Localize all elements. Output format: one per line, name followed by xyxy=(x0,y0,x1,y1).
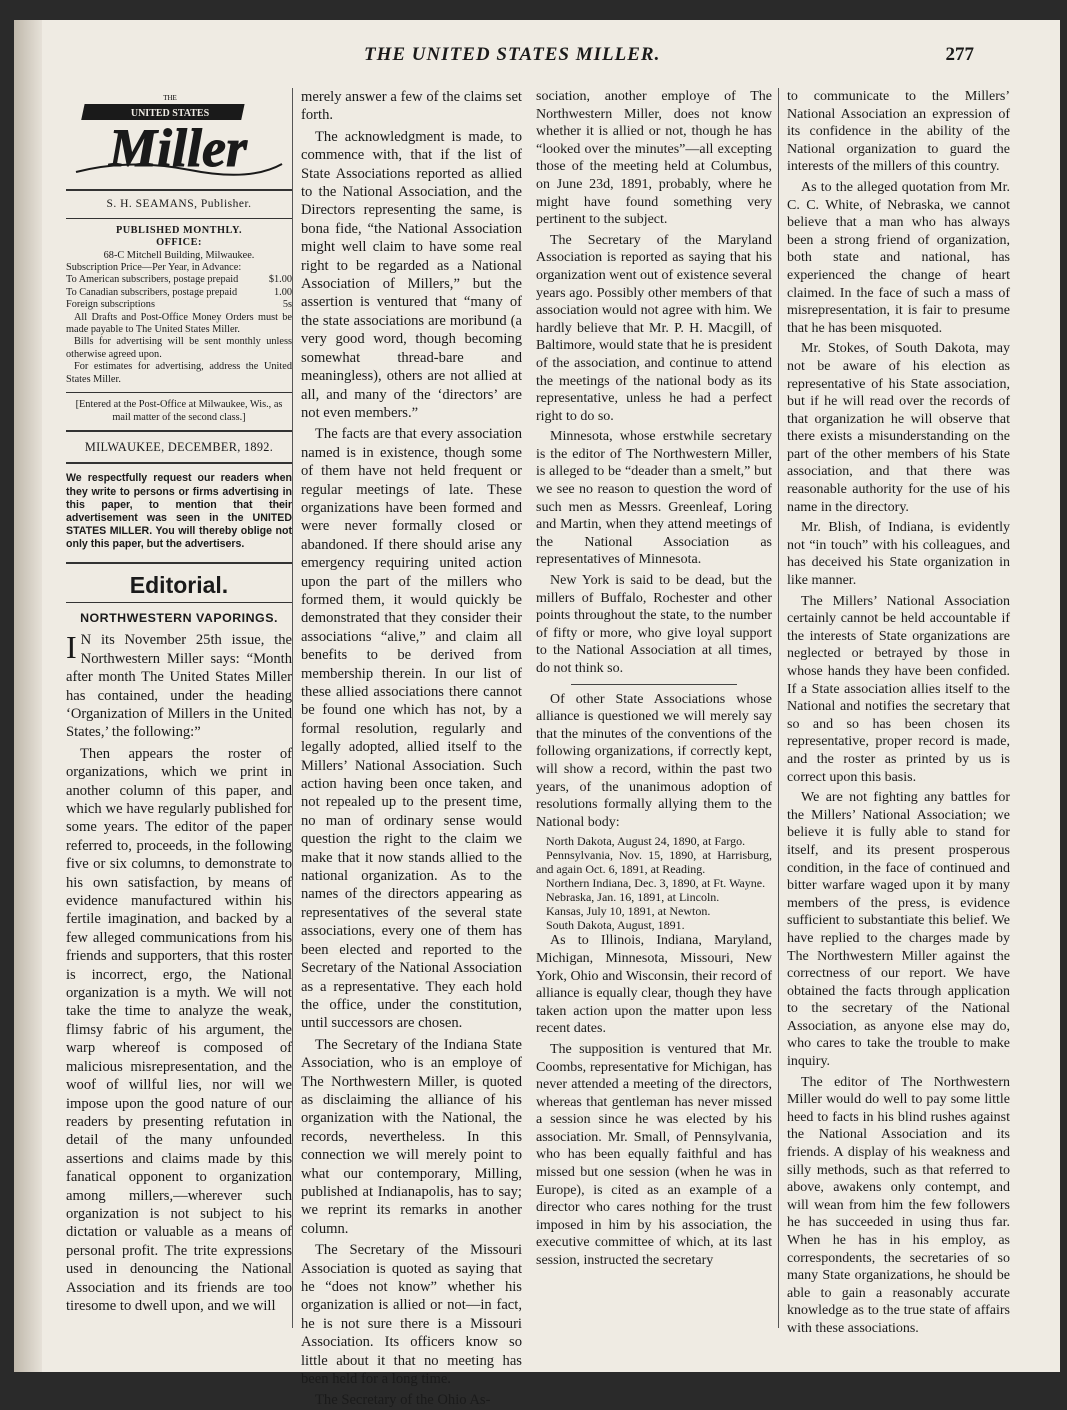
logo-the: THE xyxy=(163,94,177,102)
office-label: OFFICE: xyxy=(156,237,202,249)
logo-united-states: UNITED STATES xyxy=(130,108,210,119)
article-paragraph: As to Illinois, Indiana, Maryland, Michigan, Minnesota, Missouri, New York, Ohio and Wisconsin, their record of alliance is equally clear, though they have taken action upon the matter upon less recent dates. xyxy=(536,933,772,1037)
dateline: MILWAUKEE, DECEMBER, 1892. xyxy=(84,439,274,454)
article-paragraph: New York is said to be dead, but the millers of Buffalo, Rochester and other points throughout the state, to the number of fifty or more, who give loyal support to the National Association at all times, do not think so. xyxy=(536,573,772,676)
list-item: Kansas, July 10, 1891, at Newton. xyxy=(546,904,711,919)
published-monthly: PUBLISHED MONTHLY. xyxy=(115,224,243,236)
logo-miller: Miller xyxy=(108,118,248,178)
article-paragraph: Mr. Stokes, of South Dakota, may not be aware of his election as representative of his State association, but if he will read over the records of that organization he will observe that there exists a misunderstanding on the part of the other members of his State association, and that there was reasonable authority for the use of his name in the directory. xyxy=(787,341,1010,515)
article-paragraph: The editor of The Northwestern Miller would do well to pay some little heed to facts in his blind rushes against the National Association and its friends. A display of his weakness and silly methods, such as that referred to above, awakens only contempt, and will wean from him the few followers he has succeeded in using thus far. When he has in his employ, as correspondents, the secretaries of so many State organizations, he should be able to gain a reasonably accurate knowledge as to the true state of affairs with these associations. xyxy=(787,1074,1010,1336)
editorial-heading: Editorial. xyxy=(129,571,229,598)
column-4 xyxy=(778,88,1010,1336)
list-item: South Dakota, August, 1891. xyxy=(546,918,685,933)
article-title: NORTHWESTERN VAPORINGS. xyxy=(80,610,278,625)
section-divider xyxy=(571,684,736,685)
estimates-notice: For estimates for advertising, address the United States Miller. xyxy=(66,361,292,385)
meeting-list xyxy=(536,834,772,932)
article-paragraph: The Millers’ National Association certainly cannot be held accountable if the interests of State organizations are neglected or betrayed by those in whose hands they have been confided. If a State association allies itself to the National and notifies the secretary that so and so has been chosen its representative, proper record is made, and the roster as printed by us is correct upon this basis. xyxy=(787,593,1010,785)
column-2 xyxy=(292,88,528,1409)
article-paragraph: I N its November 25th issue, the Northwestern Miller says: “Month after month The United States Miller has contained, under the heading ‘Organization of Millers in the United States,’ the following:” xyxy=(66,629,292,741)
article-paragraph: We are not fighting any battles for the Millers’ National Association; we believe it is fully able to stand for itself, and its present prosperous condition, in the face of continued and bitter warfare waged upon it by many members of the press, is evidence sufficient to substantiate this belief. We have replied to the charges made by The Northwestern Miller against the correctness of our report. We have obtained the facts through application to the secretary of the National Association, as anyone else may do, who cares to take the trouble to make inquiry. xyxy=(787,790,1010,1070)
article-paragraph: to communicate to the Millers’ National Association an expression of its confidence in the ability of the National organization to guard the interests of the millers of this country. xyxy=(787,89,1010,175)
article-paragraph: Then appears the roster of organizations, which we print in another column of this paper, and which we have regularly published for some years. The editor of the paper referred to, proceeds, in the following five or six columns, to demonstrate to his own satisfaction, by means of evidence manufactured within his fertile imagination, and backed by a few alleged communications from his friends and supporters, that this roster is incorrect, ergo, the National organization is a myth. We will not take the time to analyze the weak, flimsy fabric of his argument, the warp whereof is composed of malicious misrepresentation, and the woof of willful lies, nor will we impose upon the good nature of our readers by presenting refutation in detail of the many unfounded assertions and claims made by this fanatical opponent to organization among millers,—wherever such organization is not subject to his dictation or valuable as a means of personal profit. The trite expressions used in denouncing the National Association and its friends are too tiresome to dwell upon, and we will xyxy=(66,745,292,1314)
article-paragraph: The Secretary of the Missouri Association is quoted as saying that he “does not know” whether his organization is allied or not—in fact, he is not sure there is a Missouri Association. Its officers know so little about it that no meeting has been held for a long time. xyxy=(301,1242,522,1388)
subscription-price: Subscription Price—Per Year, in Advance: xyxy=(66,262,242,274)
rate-canadian: To Canadian subscribers, postage prepaid 1.00 xyxy=(66,286,292,298)
rate-american: To American subscribers, postage prepaid $1.00 xyxy=(66,274,292,286)
entered-notice: [Entered at the Post-Office at Milwaukee, Wis., as mail matter of the second class.] xyxy=(75,399,283,423)
list-item: North Dakota, August 24, 1890, at Fargo. xyxy=(546,834,746,849)
article-paragraph: Of other State Associations whose alliance is questioned we will merely say that the minutes of the conventions of the following organizations, if correctly kept, will show a record, within the past two years, of the unanimous adoption of resolutions formally allying them to the National body: xyxy=(536,691,772,830)
article-paragraph: sociation, another employe of The Northwestern Miller, does not know whether it is allied or not, though he has “looked over the minutes”—all excepting those of the meeting held at Columbus, on June 23d, 1891, probably, where he might have found something very pertinent to the subject. xyxy=(536,89,772,228)
article-paragraph: merely answer a few of the claims set forth. xyxy=(301,89,522,124)
column-1 xyxy=(66,88,292,1318)
bills-notice: Bills for advertising will be sent monthly unless otherwise agreed upon. xyxy=(66,336,292,360)
list-item: Northern Indiana, Dec. 3, 1890, at Ft. Wayne. xyxy=(546,876,766,891)
rate-foreign: Foreign subscriptions 5s xyxy=(66,299,292,311)
article-paragraph: The Secretary of the Ohio As- xyxy=(315,1392,491,1409)
article-paragraph: The acknowledgment is made, to commence with, that if the list of State Associations reported as allied to the National Association, and the Directors representing the same, is bona fide, “the National Association might well claim to have some real right to be regarded as a National Association of Millers,” but the assertion is ventured that “many of the state associations are moribund (a very good word, though becoming somewhat thread-bare and meaningless), others are not allied at all, and many of the ‘directors’ are not even members.” xyxy=(301,128,522,421)
office-address: 68-C Mitchell Building, Milwaukee. xyxy=(103,249,255,261)
article-paragraph: As to the alleged quotation from Mr. C. C. White, of Nebraska, we cannot believe that a man who has always been a strong friend of organization, both state and national, has experienced the change of heart claimed. In the face of such a mass of misrepresentation, it is fair to presume that he has been misquoted. xyxy=(787,179,1010,336)
drafts-notice: All Drafts and Post-Office Money Orders must be made payable to The United States Miller. xyxy=(66,311,292,336)
column-3 xyxy=(530,88,778,1328)
article-paragraph: The Secretary of the Maryland Association is reported as saying that his organization went out of existence several years ago. Possibly other members of that association would not agree with him. We hardly believe that Mr. P. H. Macgill, of Baltimore, would state that he is president of the association, and continue to attend the meetings of the national body as its representative, unless he had a perfect right to do so. xyxy=(536,232,773,424)
newspaper-page xyxy=(14,20,1060,1409)
subscription-info xyxy=(66,225,292,424)
article-paragraph: The facts are that every association named is in existence, though some of them have not held frequent or regular meetings of late. These organizations have been formed and were never formally closed or abandoned. If there should arise any emergency requiring united action upon the part of the millers who formed them, it would quickly be demonstrated that they consider their associations “alive,” and claim all benefits to be derived from membership therein. In our list of these allied associations there cannot be found one which has not, by a formal resolution, regularly and legally adopted, allied itself to the Millers’ National Association. Such action having been once taken, and not repealed up to the present time, no man of ordinary sense would question the right to the claim we make that it now stands allied to the national organization. As to the names of the directors appearing as representatives of the several state associations, every one of them has been elected and reported to the Secretary of the National Association as a representative. They each hold the office, under the constitution, until successors are chosen. xyxy=(301,426,522,1032)
list-item: Pennsylvania, Nov. 15, 1890, at Harrisburg, and again Oct. 6, 1891, at Reading. xyxy=(536,848,772,877)
list-item: Nebraska, Jan. 16, 1891, at Lincoln. xyxy=(546,890,720,905)
page-binding xyxy=(14,20,42,1372)
page-number: 277 xyxy=(945,44,974,65)
publisher-line: S. H. SEAMANS, Publisher. xyxy=(66,189,292,218)
advertiser-request: We respectfully request our readers when they write to persons or firms advertising in this paper, to mention that their advertisement was seen in the UNITED STATES MILLER. You will thereby oblige not only this paper, but the advertisers. xyxy=(66,472,292,551)
drop-cap: I xyxy=(66,629,77,666)
article-paragraph: Mr. Blish, of Indiana, is evidently not “in touch” with his colleagues, and has deceived his State organization in like manner. xyxy=(787,520,1010,589)
article-paragraph: The supposition is ventured that Mr. Coombs, representative for Michigan, has never attended a meeting of the directors, whereas that gentleman has never missed a session since he was elected by his association. Mr. Small, of Pennsylvania, who has been equally faithful and has missed but one session (when he was in Europe), is cited as an example of a director who cares nothing for the trust imposed in him by his association, the executive committee of which, at its last session, instructed the secretary xyxy=(536,1041,772,1269)
running-title: THE UNITED STATES MILLER. xyxy=(364,44,661,65)
article-paragraph: The Secretary of the Indiana State Association, who is an employe of The Northwestern Miller, is quoted as disclaiming the alliance of his organization with the National, the records, nevertheless. In this connection we will merely point to what our contemporary, Milling, published at Indianapolis, has to say; we reprint its remarks in another column. xyxy=(301,1036,522,1237)
masthead-logo xyxy=(70,88,286,178)
article-paragraph: Minnesota, whose erstwhile secretary is the editor of The Northwestern Miller, is alleged to be “deader than a smelt,” but we see no reason to question the word of such men as Messrs. Greenleaf, Loring and Martin, when they attend meetings of the National Association as representatives of Minnesota. xyxy=(536,429,772,568)
